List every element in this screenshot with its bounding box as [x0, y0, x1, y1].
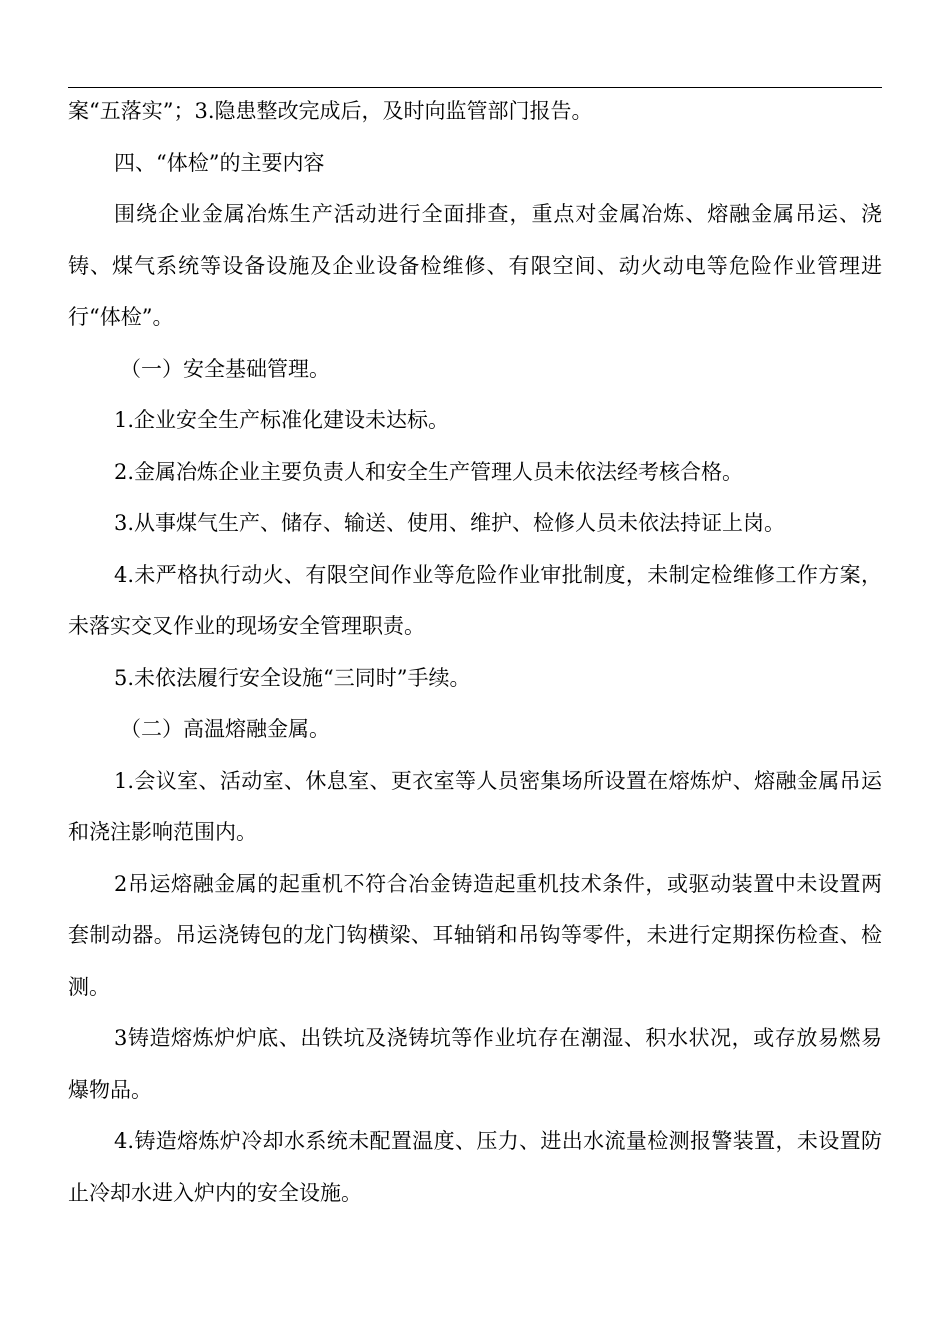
- paragraph-continuation: 案“五落实”；3.隐患整改完成后，及时向监管部门报告。: [68, 99, 593, 123]
- list-item: 1.会议室、活动室、休息室、更衣室等人员密集场所设置在熔炼炉、熔融金属吊运和浇注影响范围内。: [68, 768, 882, 844]
- list-item: 2.金属冶炼企业主要负责人和安全生产管理人员未依法经考核合格。: [114, 459, 744, 484]
- list-item: 1.企业安全生产标准化建设未达标。: [114, 408, 450, 432]
- paragraph-intro: 围绕企业金属冶炼生产活动进行全面排查，重点对金属冶炼、熔融金属吊运、浇铸、煤气系统等设备设施及企业设备检维修、有限空间、动火动电等危险作业管理进行“体检”。: [68, 202, 882, 329]
- list-item: 4.铸造熔炼炉冷却水系统未配置温度、压力、进出水流量检测报警装置，未设置防止冷却水进入炉内的安全设施。: [68, 1129, 882, 1205]
- list-item: 2吊运熔融金属的起重机不符合冶金铸造起重机技术条件，或驱动装置中未设置两套制动器。吊运浇铸包的龙门钩横梁、耳轴销和吊钩等零件，未进行定期探伤检查、检测。: [68, 871, 882, 999]
- subsection-heading-2: （二）高温熔融金属。: [120, 717, 330, 741]
- section-heading-4: 四、“体检”的主要内容: [114, 150, 325, 175]
- document-body: [68, 86, 882, 1219]
- list-item: 5.未依法履行安全设施“三同时”手续。: [114, 665, 471, 690]
- subsection-heading-1: （一）安全基础管理。: [120, 356, 330, 381]
- list-item: 3.从事煤气生产、储存、输送、使用、维护、检修人员未依法持证上岗。: [114, 511, 786, 535]
- list-item: 3铸造熔炼炉炉底、出铁坑及浇铸坑等作业坑存在潮湿、积水状况，或存放易燃易爆物品。: [68, 1026, 882, 1102]
- list-item: 4.未严格执行动火、有限空间作业等危险作业审批制度，未制定检维修工作方案，未落实交叉作业的现场安全管理职责。: [68, 562, 882, 638]
